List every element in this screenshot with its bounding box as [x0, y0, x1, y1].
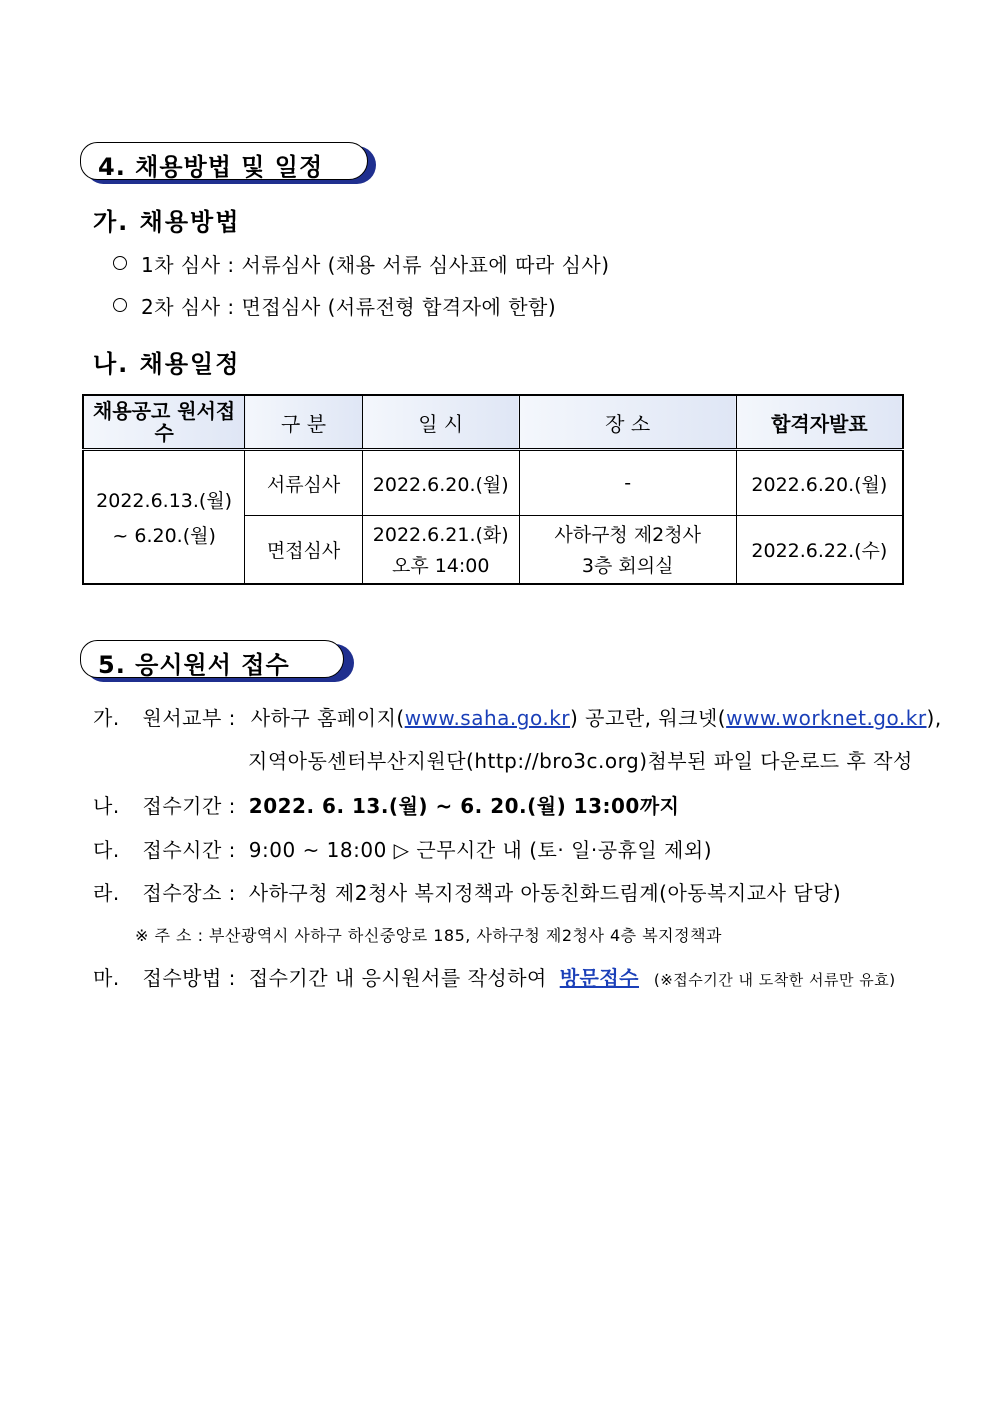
announce-cell: 2022.6.20.(월) [736, 450, 903, 516]
type-cell: 서류심사 [245, 450, 363, 516]
section-4-heading [80, 142, 380, 182]
saha-homepage-link[interactable]: www.saha.go.kr [404, 706, 571, 730]
section-5-title: 5. 응시원서 접수 [98, 651, 290, 679]
circle-bullet-icon [113, 298, 127, 312]
method-heading: 가. 채용방법 [93, 208, 241, 236]
schedule-table [82, 394, 904, 585]
worknet-link[interactable]: www.worknet.go.kr [726, 706, 927, 730]
method-item-1: 1차 심사 : 서류심사 (채용 서류 심사표에 따라 심사) [113, 249, 610, 278]
datetime-cell: 2022.6.21.(화) 오후 14:00 [362, 516, 519, 584]
header-place: 장 소 [519, 395, 736, 450]
announce-cell: 2022.6.22.(수) [736, 516, 903, 584]
circle-bullet-icon [113, 256, 127, 270]
item-place: 라. 접수장소 : 사하구청 제2청사 복지정책과 아동친화드림계(아동복지교사 담당) [93, 881, 842, 905]
section-4-title: 4. 채용방법 및 일정 [98, 153, 324, 181]
place-cell: - [519, 450, 736, 516]
schedule-heading: 나. 채용일정 [93, 350, 241, 378]
datetime-cell: 2022.6.20.(월) [362, 450, 519, 516]
header-type: 구 분 [245, 395, 363, 450]
header-announce: 합격자발표 [736, 395, 903, 450]
visit-submission: 방문접수 [559, 966, 639, 990]
header-datetime: 일 시 [362, 395, 519, 450]
item-distribution: 가. 원서교부 : 사하구 홈페이지(www.saha.go.kr) 공고란, 워크넷(www.worknet.go.kr), [93, 706, 942, 730]
distribution-line-2: 지역아동센터부산지원단(http://bro3c.org)첨부된 파일 다운로드 후 작성 [248, 749, 913, 773]
address-note: ※ 주 소 : 부산광역시 사하구 하신중앙로 185, 사하구청 제2청사 4층 복지정책과 [135, 926, 722, 945]
period-cell: 2022.6.13.(월) ~ 6.20.(월) [83, 450, 245, 584]
type-cell: 면접심사 [245, 516, 363, 584]
method-note: (※접수기간 내 도착한 서류만 유효) [653, 971, 896, 989]
table-row [83, 450, 903, 516]
method-item-2: 2차 심사 : 면접심사 (서류전형 합격자에 한함) [113, 291, 556, 320]
table-header-row [83, 395, 903, 450]
place-cell: 사하구청 제2청사 3층 회의실 [519, 516, 736, 584]
item-hours: 다. 접수시간 : 9:00 ~ 18:00 ▷ 근무시간 내 (토· 일·공휴일 제외) [93, 838, 713, 862]
item-method: 마. 접수방법 : 접수기간 내 응시원서를 작성하여 방문접수 (※접수기간 내 도착한 서류만 유효) [93, 966, 896, 990]
item-period: 나. 접수기간 : 2022. 6. 13.(월) ~ 6. 20.(월) 13:00까지 [93, 794, 680, 818]
section-5-heading [80, 640, 360, 680]
header-period: 채용공고 원서접수 [83, 395, 245, 450]
